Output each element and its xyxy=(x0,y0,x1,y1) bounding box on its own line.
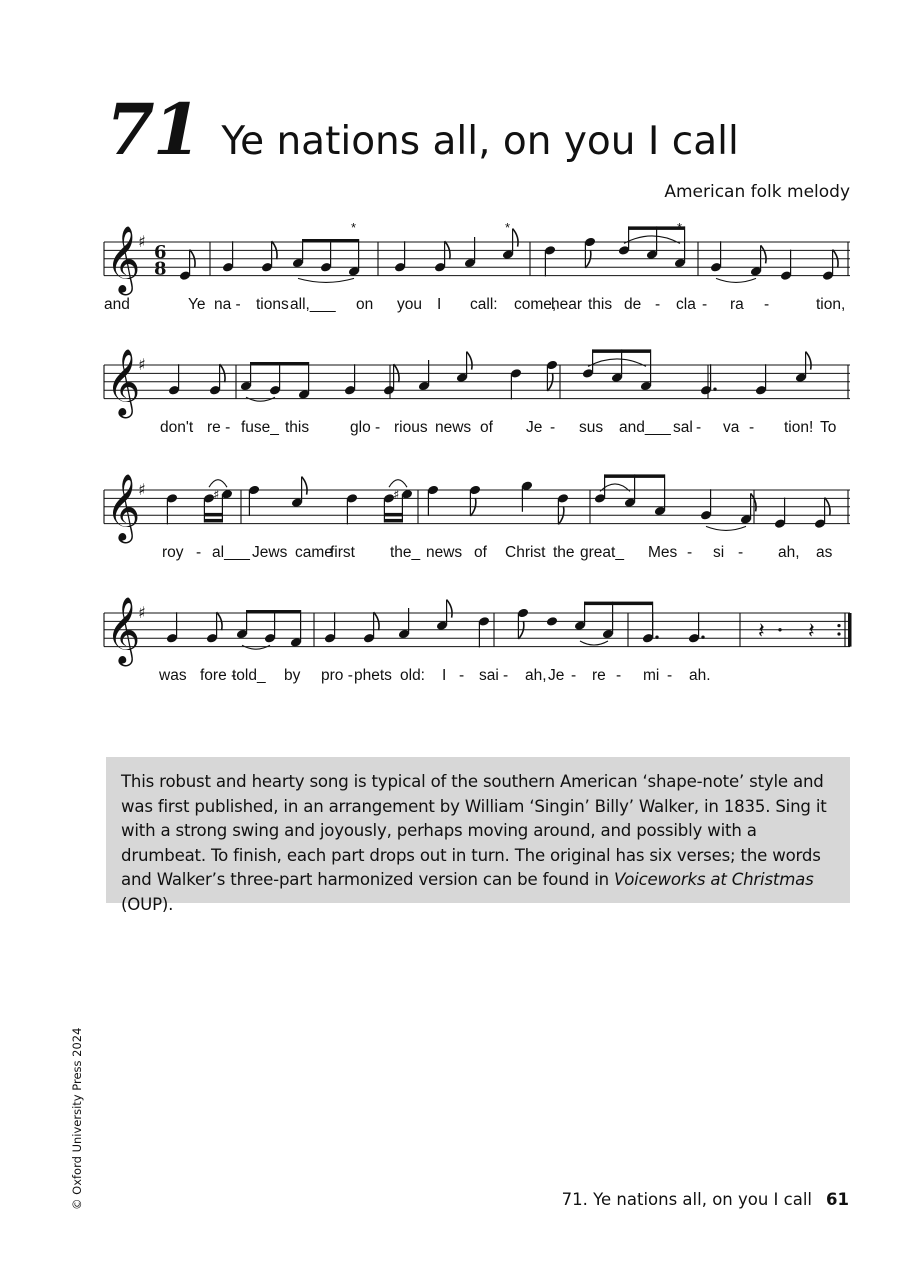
dot xyxy=(701,636,704,639)
treble-clef-icon: 𝄞 xyxy=(106,347,141,416)
note-text-end: (OUP). xyxy=(121,894,174,914)
lyric-syllable: - xyxy=(749,419,755,436)
lyric-syllable: the xyxy=(553,544,575,561)
key-signature-sharp: ♯ xyxy=(138,480,146,499)
note-flag xyxy=(447,600,452,618)
note-flag xyxy=(806,352,811,370)
treble-clef-icon: 𝄞 xyxy=(106,224,141,293)
lyric-syllable: ra xyxy=(730,296,744,313)
note-text-main: This robust and hearty song is typical of the southern American ‘shape-note’ style and was first published, in an arrangement by William ‘Singin’ Billy’ Walker, in 1835. Sing it with a strong swing and joyously, perhaps moving around, and possibly with a drumbeat. To finish, each part drops out in turn. The original has six verses; the words and Walker’s three-part harmonized version can be found in xyxy=(121,772,827,890)
staff-2-svg xyxy=(104,345,856,440)
lyric-syllable: come, xyxy=(514,296,557,313)
lyric-syllable: tion, xyxy=(816,296,846,313)
tie-slur xyxy=(706,526,746,530)
tie-slur xyxy=(716,278,756,282)
lyric-syllable: all,___ xyxy=(290,296,336,313)
note-beam xyxy=(585,602,653,606)
lyric-syllable: this xyxy=(588,296,613,313)
lyric-syllable: great_ xyxy=(580,544,624,561)
lyric-syllable: I xyxy=(437,296,442,313)
note-head xyxy=(546,616,558,627)
performance-note-text xyxy=(121,770,836,918)
lyric-syllable: ah, xyxy=(525,667,547,684)
lyric-syllable: don't xyxy=(160,419,194,436)
lyric-syllable: Jews xyxy=(252,544,288,561)
lyric-syllable: by xyxy=(284,667,301,684)
lyric-syllable: fore - xyxy=(200,667,237,684)
tie-slur xyxy=(242,645,270,649)
song-title: Ye nations all, on you I call xyxy=(221,119,739,164)
music-system-2 xyxy=(104,345,856,440)
lyric-syllable: pro - xyxy=(321,667,353,684)
key-signature-sharp: ♯ xyxy=(138,232,146,251)
lyric-syllable: mi xyxy=(643,667,660,684)
note-beam xyxy=(384,519,402,523)
dot xyxy=(778,628,781,631)
note-flag xyxy=(751,493,756,511)
lyric-syllable: Ye xyxy=(188,296,206,313)
lyric-syllable: this xyxy=(285,419,310,436)
dot xyxy=(713,388,716,391)
time-signature-bottom: 8 xyxy=(154,258,167,280)
note-beam xyxy=(247,610,301,614)
music-system-4 xyxy=(104,593,856,688)
dot xyxy=(655,636,658,639)
song-heading xyxy=(106,88,739,171)
note-flag xyxy=(302,477,307,495)
lyric-syllable: si xyxy=(713,544,725,561)
tie-slur xyxy=(209,480,227,488)
tie-slur xyxy=(389,480,407,488)
lyric-syllable: cla xyxy=(676,296,696,313)
lyric-syllable: tions xyxy=(256,296,289,313)
lyric-syllable: news xyxy=(426,544,463,561)
note-beam xyxy=(593,349,651,353)
music-system-3 xyxy=(104,470,856,565)
note-flag xyxy=(513,229,518,247)
staff-1-svg xyxy=(104,222,856,317)
lyric-syllable: Je xyxy=(548,667,565,684)
lyric-syllable: tion! xyxy=(784,419,814,436)
lyric-syllable: Je xyxy=(526,419,543,436)
asterisk-mark: * xyxy=(351,220,357,235)
tie-slur xyxy=(580,641,608,645)
lyric-syllable: as xyxy=(816,544,833,561)
lyric-syllable: sus xyxy=(579,419,604,436)
melody-attribution: American folk melody xyxy=(664,182,850,202)
lyric-syllable: rious xyxy=(394,419,428,436)
lyric-syllable: re xyxy=(592,667,606,684)
running-title: 71. Ye nations all, on you I call xyxy=(561,1190,813,1209)
lyric-syllable: call: xyxy=(470,296,498,313)
page-number: 61 xyxy=(826,1190,849,1209)
lyric-syllable: phets xyxy=(354,667,392,684)
lyric-syllable: - xyxy=(738,544,744,561)
note-flag xyxy=(761,245,766,263)
song-number: 71 xyxy=(106,88,200,171)
lyric-syllable: va xyxy=(723,419,740,436)
lyric-syllable: sal xyxy=(673,419,693,436)
lyric-syllable: - xyxy=(667,667,673,684)
lyric-syllable: roy xyxy=(162,544,184,561)
lyric-syllable: re - xyxy=(207,419,231,436)
note-flag xyxy=(467,352,472,370)
lyric-syllable: - xyxy=(459,667,465,684)
lyric-syllable: of xyxy=(474,544,487,561)
lyric-syllable: - xyxy=(503,667,509,684)
treble-clef-icon: 𝄞 xyxy=(106,595,141,664)
key-signature-sharp: ♯ xyxy=(138,355,146,374)
lyric-syllable: first xyxy=(330,544,355,561)
lyric-syllable: ah. xyxy=(689,667,711,684)
staff-4-svg xyxy=(104,593,856,688)
lyric-syllable: the_ xyxy=(390,544,421,561)
asterisk-mark: * xyxy=(505,220,511,235)
note-beam xyxy=(629,226,685,230)
lyric-syllable: To xyxy=(820,419,837,436)
note-beam xyxy=(251,362,309,366)
copyright-notice: © Oxford University Press 2024 xyxy=(70,1027,84,1210)
time-signature-top: 6 xyxy=(154,241,167,263)
treble-clef-icon: 𝄞 xyxy=(106,472,141,541)
tie-slur xyxy=(246,397,275,401)
lyric-syllable: ah, xyxy=(778,544,800,561)
quarter-rest: 𝄽 xyxy=(758,619,765,645)
lyric-syllable: you xyxy=(397,296,422,313)
lyric-syllable: de xyxy=(624,296,642,313)
repeat-dot xyxy=(837,632,840,635)
page-footer xyxy=(562,1190,849,1209)
lyric-syllable: was xyxy=(159,667,187,684)
note-beam xyxy=(605,474,665,478)
lyric-syllable: fuse_ xyxy=(241,419,279,436)
lyric-syllable: na - xyxy=(214,296,241,313)
lyric-syllable: - xyxy=(702,296,708,313)
lyric-syllable: of xyxy=(480,419,493,436)
music-system-1 xyxy=(104,222,856,317)
staff-3-svg xyxy=(104,470,856,565)
lyric-syllable: - xyxy=(550,419,556,436)
lyric-syllable: - xyxy=(696,419,702,436)
lyric-syllable: sai xyxy=(479,667,499,684)
lyric-syllable: Mes xyxy=(648,544,678,561)
lyric-syllable: - xyxy=(687,544,693,561)
book-title: Voiceworks at Christmas xyxy=(614,870,814,890)
lyric-syllable: I xyxy=(442,667,447,684)
lyric-syllable: - xyxy=(764,296,770,313)
lyric-syllable: came xyxy=(295,544,333,561)
lyric-syllable: on xyxy=(356,296,374,313)
sharp-accidental: ♯ xyxy=(393,488,400,504)
note-beam xyxy=(384,513,402,517)
lyric-syllable: - xyxy=(196,544,202,561)
lyric-syllable: and xyxy=(104,296,130,313)
tie-slur xyxy=(298,278,354,282)
key-signature-sharp: ♯ xyxy=(138,603,146,622)
note-beam xyxy=(204,519,222,523)
lyric-syllable: news xyxy=(435,419,472,436)
lyric-syllable: told_ xyxy=(232,667,266,684)
lyric-syllable: - xyxy=(655,296,661,313)
note-beam xyxy=(303,239,359,243)
lyric-syllable: al___ xyxy=(212,544,250,561)
lyric-syllable: old: xyxy=(400,667,425,684)
note-beam xyxy=(204,513,222,517)
quarter-rest: 𝄽 xyxy=(808,619,815,645)
final-barline-thick xyxy=(848,613,852,647)
lyric-syllable: glo - xyxy=(350,419,381,436)
lyric-syllable: hear xyxy=(551,296,583,313)
lyric-syllable: - xyxy=(616,667,622,684)
sharp-accidental: ♯ xyxy=(213,488,220,504)
lyric-syllable: - xyxy=(571,667,577,684)
lyric-syllable: and___ xyxy=(619,419,671,436)
repeat-dot xyxy=(837,624,840,627)
lyric-syllable: Christ xyxy=(505,544,546,561)
performance-note xyxy=(106,757,850,914)
